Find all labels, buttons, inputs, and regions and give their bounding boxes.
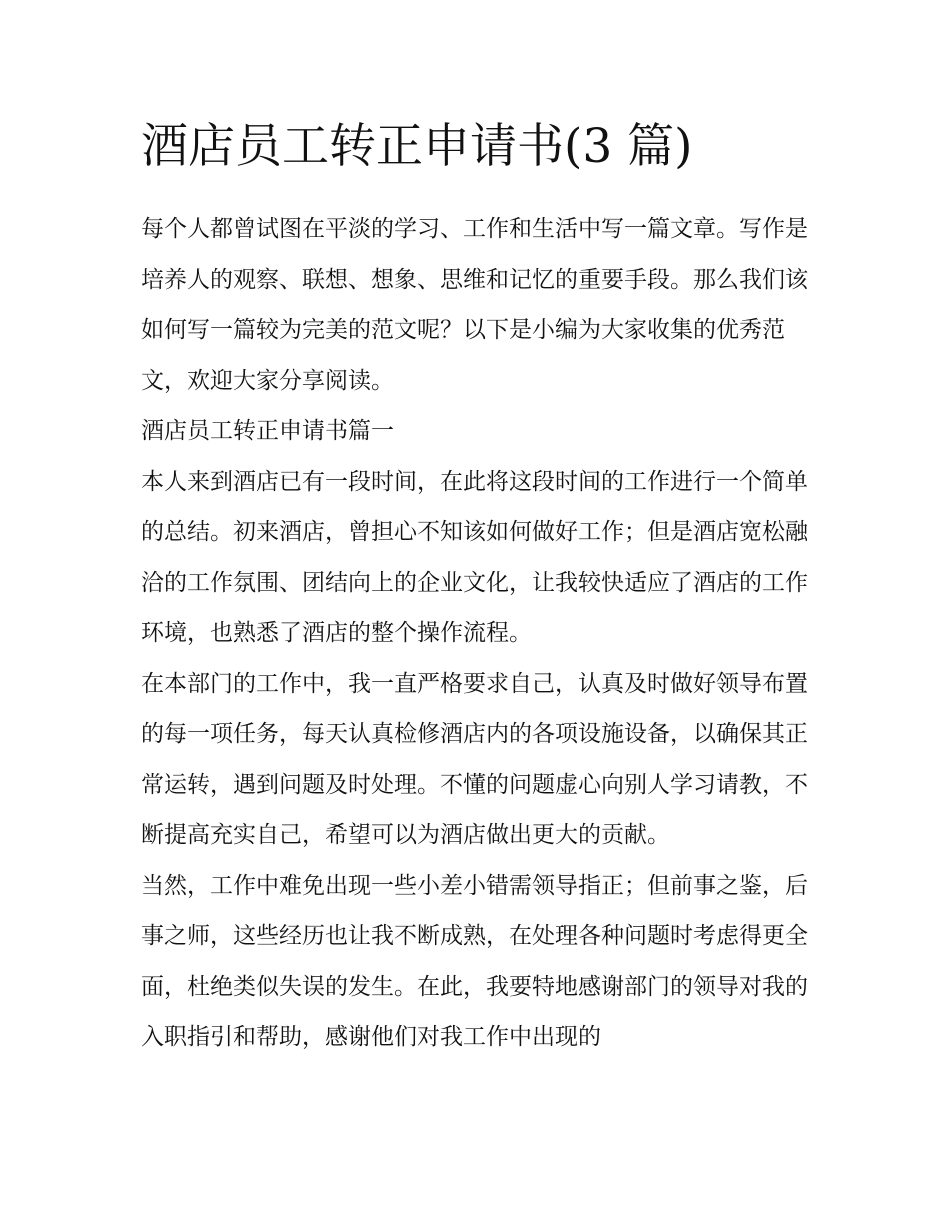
intro-paragraph: 每个人都曾试图在平淡的学习、工作和生活中写一篇文章。写作是培养人的观察、联想、想象、思维和记忆的重要手段。那么我们该如何写一篇较为完美的范文呢？以下是小编为大家收集的优秀范文，欢迎大家分享阅读。: [141, 216, 808, 394]
document-page: [141, 112, 813, 1063]
body-paragraph-3: 当然，工作中难免出现一些小差小错需领导指正；但前事之鉴，后事之师，这些经历也让我不断成熟，在处理各种问题时考虑得更全面，杜绝类似失误的发生。在此，我要特地感谢部门的领导对我的入职指引和帮助，感谢他们对我工作中出现的: [141, 872, 808, 1050]
document-title: 酒店员工转正申请书(3 篇): [141, 119, 693, 174]
body-paragraph-2: 在本部门的工作中，我一直严格要求自己，认真及时做好领导布置的每一项任务，每天认真检修酒店内的各项设施设备，以确保其正常运转，遇到问题及时处理。不懂的问题虚心向别人学习请教，不断提高充实自己，希望可以为酒店做出更大的贡献。: [141, 670, 808, 848]
section-heading: 酒店员工转正申请书篇一: [141, 418, 394, 444]
body-paragraph-1: 本人来到酒店已有一段时间，在此将这段时间的工作进行一个简单的总结。初来酒店，曾担心不知该如何做好工作；但是酒店宽松融洽的工作氛围、团结向上的企业文化，让我较快适应了酒店的工作环境，也熟悉了酒店的整个操作流程。: [141, 468, 808, 646]
